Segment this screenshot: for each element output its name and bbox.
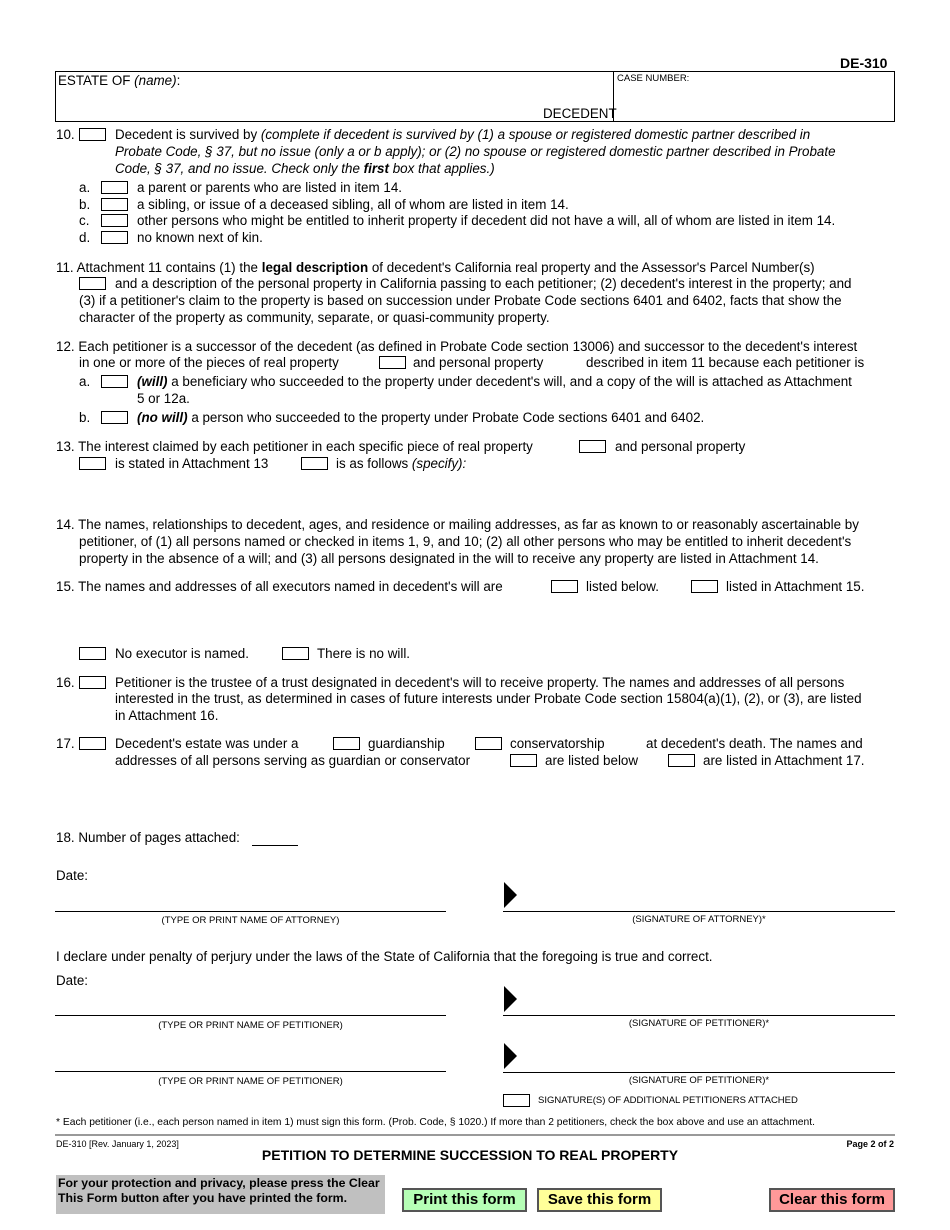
privacy-line2: This Form button after you have printed the form. bbox=[58, 1190, 347, 1205]
case-number-label: CASE NUMBER: bbox=[617, 73, 690, 84]
item12a-letter: a. bbox=[79, 374, 91, 389]
item17-conservatorship-checkbox[interactable] bbox=[475, 737, 502, 750]
attorney-date-label: Date: bbox=[56, 868, 89, 883]
item10-line3: Code, § 37, and no issue. Check only the first box that applies.) bbox=[115, 161, 495, 176]
item17-attachment-checkbox[interactable] bbox=[668, 754, 695, 767]
item17-checkbox[interactable] bbox=[79, 737, 106, 750]
petitioner2-name-line bbox=[55, 1071, 446, 1072]
footer-rule bbox=[55, 1134, 895, 1136]
item16-line2: interested in the trust, as determined in cases of future interests under Probate Code section 15804(a)(1), (2), or (3), are listed bbox=[115, 691, 862, 706]
petitioner2-name-caption: (TYPE OR PRINT NAME OF PETITIONER) bbox=[158, 1076, 343, 1087]
additional-petitioners-checkbox[interactable] bbox=[503, 1094, 530, 1107]
privacy-notice bbox=[56, 1175, 385, 1214]
attorney-name-line bbox=[55, 911, 446, 912]
item13-real-property-checkbox[interactable] bbox=[579, 440, 606, 453]
petitioner1-name-line bbox=[55, 1015, 446, 1016]
clear-button[interactable]: Clear this form bbox=[769, 1188, 895, 1212]
item10d-checkbox[interactable] bbox=[101, 231, 128, 244]
item11-line2: and a description of the personal property in California passing to each petitioner; (2) decedent's interest in the property; and bbox=[115, 276, 852, 291]
item17-guardianship-checkbox[interactable] bbox=[333, 737, 360, 750]
item15-opt3: No executor is named. bbox=[115, 646, 249, 661]
attorney-sign-arrow-icon bbox=[504, 882, 517, 908]
case-number-field[interactable] bbox=[617, 88, 887, 116]
attorney-name-caption: (TYPE OR PRINT NAME OF ATTORNEY) bbox=[161, 915, 340, 926]
item16-line1: Petitioner is the trustee of a trust designated in decedent's will to receive property. The names and addresses of all persons bbox=[115, 675, 845, 690]
item17-line1c: conservatorship bbox=[510, 736, 605, 751]
attorney-signature-line bbox=[503, 911, 895, 912]
item13-line2a: is stated in Attachment 13 bbox=[115, 456, 269, 471]
item11-line1: 11. Attachment 11 contains (1) the legal description of decedent's California real property and the Assessor's Parcel Number(s) bbox=[56, 260, 815, 275]
petitioner1-signature-caption: (SIGNATURE OF PETITIONER)* bbox=[628, 1018, 770, 1029]
attorney-signature-caption: (SIGNATURE OF ATTORNEY)* bbox=[632, 914, 766, 925]
petitioner1-name-caption: (TYPE OR PRINT NAME OF PETITIONER) bbox=[158, 1020, 343, 1031]
item10b-checkbox[interactable] bbox=[101, 198, 128, 211]
item13-attachment-checkbox[interactable] bbox=[79, 457, 106, 470]
item18-pages-field[interactable] bbox=[252, 829, 298, 846]
item10-line1: Decedent is survived by (complete if decedent is survived by (1) a spouse or registered domestic partner described in bbox=[115, 127, 811, 142]
print-button[interactable]: Print this form bbox=[402, 1188, 527, 1212]
item17-line2c: are listed in Attachment 17. bbox=[703, 753, 865, 768]
petitioner-date-label: Date: bbox=[56, 973, 89, 988]
item14-line1: 14. The names, relationships to decedent, ages, and residence or mailing addresses, as far as known to or reasonably ascertainable by bbox=[56, 517, 859, 532]
estate-name-field[interactable] bbox=[58, 90, 598, 106]
item10a-checkbox[interactable] bbox=[101, 181, 128, 194]
item14-line3: property in the absence of a will; and (3) all persons designated in the will to receive any property are listed in Attachment 14. bbox=[79, 551, 819, 566]
item15-listed-below-checkbox[interactable] bbox=[551, 580, 578, 593]
item12-line1: 12. Each petitioner is a successor of the decedent (as defined in Probate Code section 13006) and successor to the decedent's interest bbox=[56, 339, 858, 354]
item11-checkbox[interactable] bbox=[79, 277, 106, 290]
item15-line1: 15. The names and addresses of all executors named in decedent's will are bbox=[56, 579, 503, 594]
item16-line3: in Attachment 16. bbox=[115, 708, 219, 723]
item10-line2: Probate Code, § 37, but no issue (only a or b apply); or (2) no spouse or registered domestic partner described in Probate bbox=[115, 144, 836, 159]
item15-opt4: There is no will. bbox=[317, 646, 411, 661]
item15-attachment-checkbox[interactable] bbox=[691, 580, 718, 593]
item15-no-executor-checkbox[interactable] bbox=[79, 647, 106, 660]
item15-opt2: listed in Attachment 15. bbox=[726, 579, 865, 594]
item13-line2b: is as follows (specify): bbox=[336, 456, 467, 471]
item18-label: 18. Number of pages attached: bbox=[56, 830, 240, 845]
additional-petitioners-label: SIGNATURE(S) OF ADDITIONAL PETITIONERS ATTACHED bbox=[538, 1095, 798, 1106]
item12a-text: (will) a beneficiary who succeeded to the property under decedent's will, and a copy of the will is attached as Attachment bbox=[137, 374, 852, 389]
item17-line1a: Decedent's estate was under a bbox=[115, 736, 299, 751]
item10a-letter: a. bbox=[79, 180, 91, 195]
item10a-text: a parent or parents who are listed in item 14. bbox=[137, 180, 402, 195]
form-title: PETITION TO DETERMINE SUCCESSION TO REAL PROPERTY bbox=[261, 1147, 679, 1163]
item10c-checkbox[interactable] bbox=[101, 214, 128, 227]
item13-line1b: and personal property bbox=[615, 439, 746, 454]
decedent-label: DECEDENT bbox=[543, 106, 617, 121]
item12a-text2: 5 or 12a. bbox=[137, 391, 190, 406]
item13-as-follows-checkbox[interactable] bbox=[301, 457, 328, 470]
item10b-text: a sibling, or issue of a deceased sibling, all of whom are listed in item 14. bbox=[137, 197, 569, 212]
item15-executors-field[interactable] bbox=[79, 598, 894, 638]
item12b-text: (no will) a person who succeeded to the property under Probate Code sections 6401 and 6402. bbox=[137, 410, 705, 425]
item12b-letter: b. bbox=[79, 410, 91, 425]
item10d-text: no known next of kin. bbox=[137, 230, 263, 245]
item14-line2: petitioner, of (1) all persons named or checked in items 1, 9, and 10; (2) all other persons who may be entitled to inherit decedent's bbox=[79, 534, 852, 549]
item17-guardians-field[interactable] bbox=[79, 772, 894, 812]
petitioner2-signature-line bbox=[503, 1072, 895, 1073]
revision-label: DE-310 [Rev. January 1, 2023] bbox=[56, 1139, 179, 1149]
item15-opt1: listed below. bbox=[586, 579, 659, 594]
item17-line2a: addresses of all persons serving as guardian or conservator bbox=[115, 753, 471, 768]
declaration-text: I declare under penalty of perjury under the laws of the State of California that the foregoing is true and correct. bbox=[56, 949, 713, 964]
item17-line1d: at decedent's death. The names and bbox=[646, 736, 863, 751]
item13-specify-field[interactable] bbox=[79, 474, 894, 508]
item12-real-property-checkbox[interactable] bbox=[379, 356, 406, 369]
petitioner1-sign-arrow-icon bbox=[504, 986, 517, 1012]
attorney-name-field[interactable] bbox=[56, 893, 446, 911]
item16-number: 16. bbox=[56, 675, 75, 690]
item12b-checkbox[interactable] bbox=[101, 411, 128, 424]
estate-of-label: ESTATE OF (name): bbox=[58, 73, 181, 88]
page-number: Page 2 of 2 bbox=[846, 1139, 894, 1149]
petitioner2-sign-arrow-icon bbox=[504, 1043, 517, 1069]
petitioner2-signature-caption: (SIGNATURE OF PETITIONER)* bbox=[628, 1075, 770, 1086]
item10-number: 10. bbox=[56, 127, 75, 142]
item10c-text: other persons who might be entitled to inherit property if decedent did not have a will, all of whom are listed in item 14. bbox=[137, 213, 836, 228]
footnote: * Each petitioner (i.e., each person named in item 1) must sign this form. (Prob. Code, § 1020.) If more than 2 petitioners, check the box above and use an attachment. bbox=[56, 1117, 815, 1128]
save-button[interactable]: Save this form bbox=[537, 1188, 662, 1212]
item10c-letter: c. bbox=[79, 213, 90, 228]
item17-number: 17. bbox=[56, 736, 75, 751]
item10d-letter: d. bbox=[79, 230, 91, 245]
item13-line1a: 13. The interest claimed by each petitioner in each specific piece of real property bbox=[56, 439, 533, 454]
privacy-line1: For your protection and privacy, please press the Clear bbox=[58, 1176, 380, 1190]
item17-listed-below-checkbox[interactable] bbox=[510, 754, 537, 767]
petitioner-date-field[interactable] bbox=[95, 972, 295, 988]
item10-checkbox[interactable] bbox=[79, 128, 106, 141]
petitioner2-name-field[interactable] bbox=[56, 1053, 446, 1071]
item15-no-will-checkbox[interactable] bbox=[282, 647, 309, 660]
item12-line2b: and personal property bbox=[413, 355, 544, 370]
item17-line2b: are listed below bbox=[545, 753, 639, 768]
item12-line2a: in one or more of the pieces of real property bbox=[79, 355, 339, 370]
item16-checkbox[interactable] bbox=[79, 676, 106, 689]
item11-line4: character of the property as community, separate, or quasi-community property. bbox=[79, 310, 550, 325]
item17-line1b: guardianship bbox=[368, 736, 445, 751]
petitioner1-name-field[interactable] bbox=[56, 997, 446, 1015]
item12-line2c: described in item 11 because each petitioner is bbox=[586, 355, 865, 370]
form-id: DE-310 bbox=[840, 55, 888, 71]
item11-line3: (3) if a petitioner's claim to the property is based on succession under Probate Code sections 6401 and 6402, facts that show the bbox=[79, 293, 842, 308]
item10b-letter: b. bbox=[79, 197, 91, 212]
item12a-checkbox[interactable] bbox=[101, 375, 128, 388]
attorney-date-field[interactable] bbox=[95, 867, 295, 883]
petitioner1-signature-line bbox=[503, 1015, 895, 1016]
